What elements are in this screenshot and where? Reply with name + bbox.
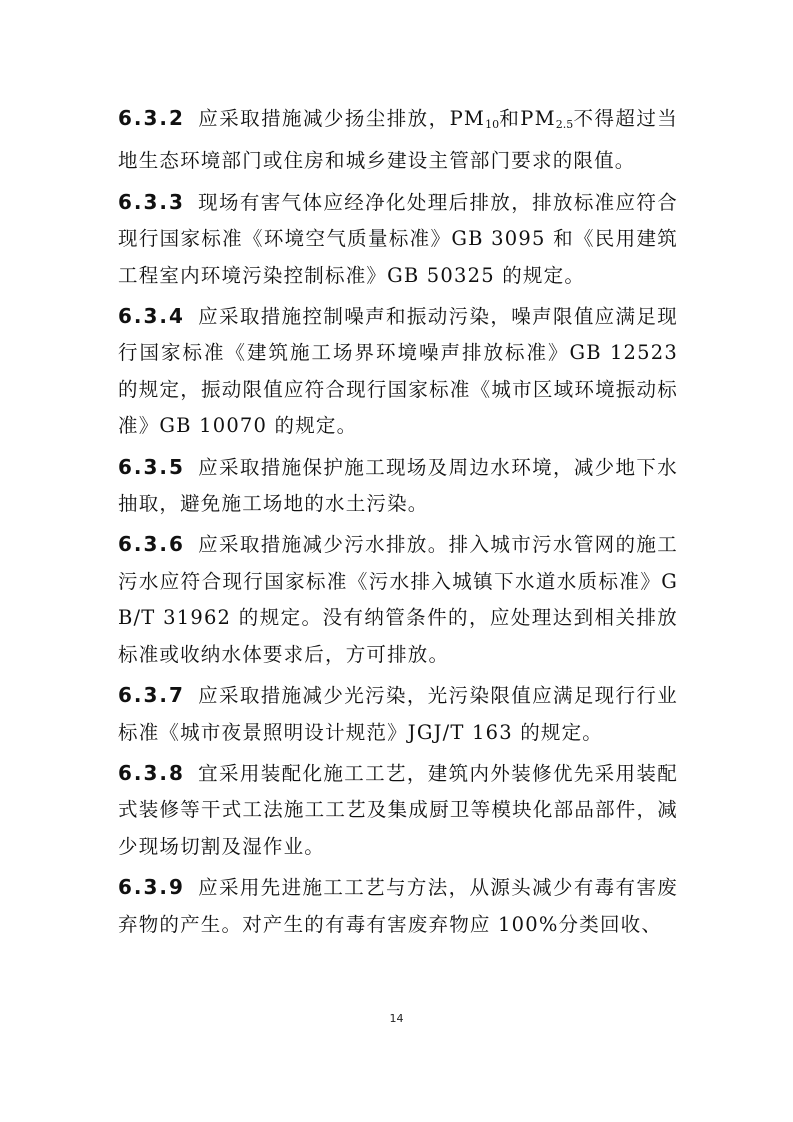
clause-number: 6.3.4 bbox=[118, 304, 185, 329]
pm25-subscript: 2.5 bbox=[555, 118, 574, 131]
clause-number: 6.3.5 bbox=[118, 454, 185, 479]
clause-text: 现场有害气体应经净化处理后排放，排放标准应符合现行国家标准《环境空气质量标准》GB 3095 和《民用建筑工程室内环境污染控制标准》GB 50325 的规定。 bbox=[118, 190, 678, 287]
pm10-symbol: PM bbox=[449, 107, 486, 130]
clause-text: 应采取措施控制噪声和振动污染，噪声限值应满足现行国家标准《建筑施工场界环境噪声排放标准》GB 12523 的规定，振动限值应符合现行国家标准《城市区域环境振动标准》GB 10070 的规定。 bbox=[118, 305, 678, 438]
clause-number: 6.3.6 bbox=[118, 532, 185, 557]
page-number: 14 bbox=[389, 1012, 404, 1025]
clause-text: 应采取措施减少扬尘排放， bbox=[198, 107, 450, 130]
clause-text: 应采取措施减少污水排放。排入城市污水管网的施工污水应符合现行国家标准《污水排入城镇下水道水质标准》GB/T 31962 的规定。没有纳管条件的，应处理达到相关排放标准或收纳水体要求后，方可排放。 bbox=[118, 533, 678, 666]
clause-6-3-5 bbox=[118, 449, 678, 523]
clause-number: 6.3.7 bbox=[118, 683, 185, 708]
clause-6-3-4 bbox=[118, 298, 678, 445]
clause-text: 应采用先进施工工艺与方法，从源头减少有毒有害废弃物的产生。对产生的有毒有害废弃物应 100%分类回收、 bbox=[118, 876, 678, 936]
clause-number: 6.3.8 bbox=[118, 760, 185, 785]
clause-number: 6.3.9 bbox=[118, 875, 185, 900]
clause-6-3-6 bbox=[118, 526, 678, 673]
clause-number: 6.3.2 bbox=[118, 106, 185, 130]
clause-text: 应采取措施保护施工现场及周边水环境，减少地下水抽取，避免施工场地的水土污染。 bbox=[118, 455, 678, 516]
clause-text: 应采取措施减少光污染，光污染限值应满足现行行业标准《城市夜景照明设计规范》JGJ/T 163 的规定。 bbox=[118, 684, 678, 744]
clause-number: 6.3.3 bbox=[118, 189, 185, 214]
clause-6-3-9 bbox=[118, 869, 678, 943]
document-body bbox=[118, 100, 678, 947]
clause-6-3-3 bbox=[118, 184, 678, 294]
pm25-symbol: PM bbox=[520, 107, 556, 130]
clause-6-3-7 bbox=[118, 677, 678, 751]
clause-6-3-8 bbox=[118, 755, 678, 865]
clause-text-and: 和 bbox=[499, 107, 521, 130]
clause-text: 宜采用装配化施工工艺，建筑内外装修优先采用装配式装修等干式工法施工工艺及集成厨卫等模块化部品部件，减少现场切割及湿作业。 bbox=[118, 761, 678, 858]
clause-text-cont: 不得超过当地生态环境部门或住房和城乡建设主管部门要求的限值。 bbox=[118, 107, 678, 173]
pm10-subscript: 10 bbox=[485, 118, 500, 131]
clause-6-3-2 bbox=[118, 100, 678, 180]
